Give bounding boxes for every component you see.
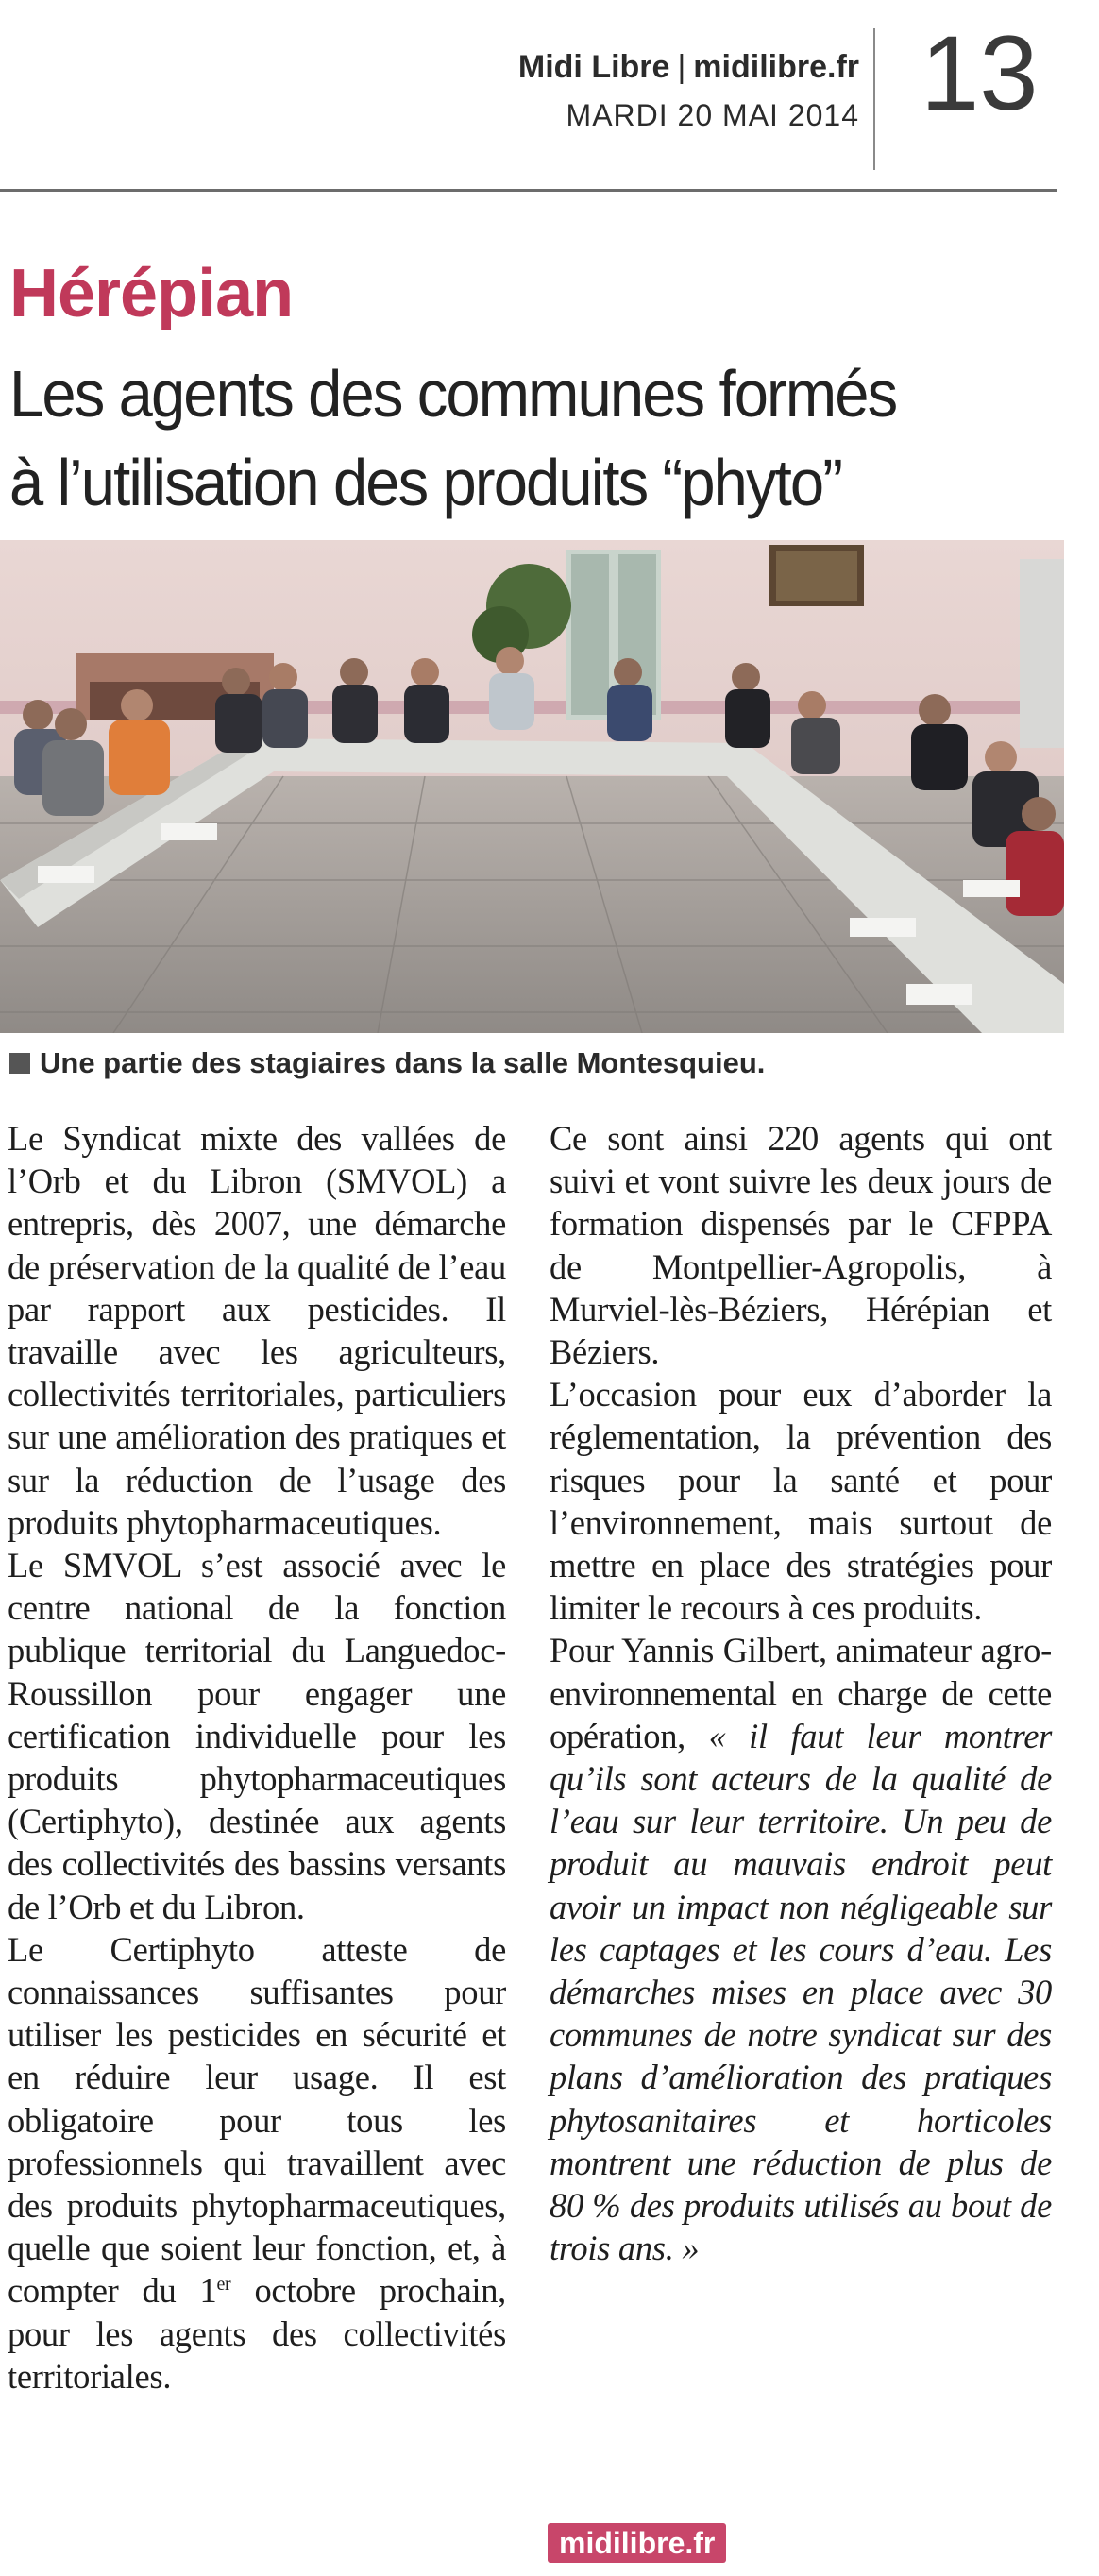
photo-caption: [9, 1046, 765, 1080]
ordinal-number: 1: [199, 2271, 217, 2311]
ordinal-suffix: er: [216, 2274, 231, 2296]
interview-quote: « il faut leur montrer qu’ils sont acteurs de la qualité de l’eau sur leur territoire. Un peu de produit au mauvais endroit peut avoir un impact non négligeable sur les captages et les cours d’eau. Les démarches mises en place avec 30 communes de notre syndicat sur des plans d’amélioration des pratiques phytosanitaires et horticoles montrent une réduction de plus de 80 % des produits utilisés au bout de trois ans. »: [550, 1716, 1053, 2268]
paragraph-4: Ce sont ainsi 220 agents qui ont suivi et vont suivre les deux jours de formation dispensés par le CFPPA de Montpellier-Agropolis, à Murviel-lès-Béziers, Hérépian et Béziers.: [550, 1119, 1052, 1372]
page-number: 13: [921, 14, 1039, 132]
paragraph-6: [550, 1629, 1052, 2269]
headline-line-2: à l’utilisation des produits “phyto”: [9, 446, 842, 519]
brand-line: [518, 49, 859, 86]
header-rule: [0, 189, 1057, 192]
paragraph-3: [8, 1928, 506, 2398]
masthead-divider: [873, 28, 875, 170]
article-column-right: [550, 1117, 1052, 2269]
caption-square-icon: [9, 1053, 30, 1074]
brand-name: Midi Libre: [517, 49, 670, 85]
paragraph-5: L’occasion pour eux d’aborder la réglementation, la prévention des risques pour la santé et pour l’environnement, mais surtout de mettre en place des stratégies pour limiter le recours à ces produits.: [550, 1375, 1052, 1628]
paragraph-3-tail: octobre prochain, pour les agents des collectivités territoriales.: [8, 2271, 506, 2396]
caption-text: Une partie des stagiaires dans la salle Montesquieu.: [40, 1046, 766, 1079]
article-column-left: [8, 1117, 506, 2398]
paragraph-3-text: Le Certiphyto atteste de connaissances suffisantes pour utiliser les pesticides en sécurité et en réduire leur usage. Il est obligatoire pour tous les professionnels qui travaillent avec des produits phytopharmaceutiques, quelle que soient leur fonction, et, à compter du: [8, 1929, 506, 2311]
headline-line-1: Les agents des communes formés: [9, 357, 897, 431]
brand-separator: |: [677, 49, 686, 85]
brand-website: midilibre.fr: [693, 49, 859, 85]
paragraph-6-intro: Pour Yannis Gilbert, animateur agro-environnemental en charge de cette opération,: [550, 1631, 1052, 1755]
issue-date: MARDI 20 MAI 2014: [566, 98, 859, 132]
paragraph-1: Le Syndicat mixte des vallées de l’Orb et du Libron (SMVOL) a entrepris, dès 2007, une démarche de préservation de la qualité de l’eau par rapport aux pesticides. Il travaille avec les agriculteurs, collectivités territoriales, particuliers sur une amélioration des pratiques et sur la réduction de l’usage des produits phytopharmaceutiques.: [8, 1119, 506, 1542]
article-photo: [0, 540, 1064, 1033]
masthead: [0, 0, 1057, 189]
paragraph-2: Le SMVOL s’est associé avec le centre national de la fonction publique territorial du Languedoc-Roussillon pour engager une certification individuelle pour les produits phytopharmaceutiques (Certiphyto), destinée aux agents des collectivités des bassins versants de l’Orb et du Libron.: [8, 1546, 506, 1926]
article-headline: [9, 349, 975, 527]
article-kicker: Hérépian: [9, 256, 294, 331]
midilibre-badge: midilibre.fr: [548, 2523, 726, 2563]
